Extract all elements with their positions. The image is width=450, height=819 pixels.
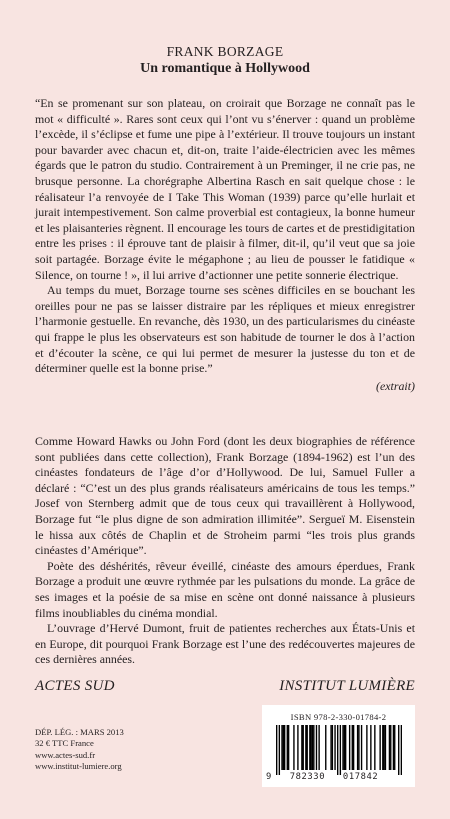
bio-paragraph-3: L’ouvrage d’Hervé Dumont, fruit de patientes recherches aux États-Unis et en Europe, dit pourquoi Frank Borzage est l’une des redécouvertes majeures de ces dernières années. — [35, 621, 415, 667]
author-name: FRANK BORZAGE — [166, 44, 284, 59]
bio-paragraph-1: Comme Howard Hawks ou John Ford (dont les deux biographies de référence sont publiées dans cette collection), Frank Borzage (1894-1962) est l’un des cinéastes fondateurs de l’âge d’or d’Hollywood. De lui, Samuel Fuller a déclaré : “C’est un des plus grands réalisateurs américains de tous les temps.” Josef von Sternberg admit que de tous ceux qui travaillèrent à Hollywood, Borzage fut “le plus digne de son admiration illimitée”. Sergueï M. Eisenstein le hissa aux côtés de Chaplin et de Stroheim parmi “les trois plus grands cinéastes d’Amérique”. — [35, 434, 415, 558]
barcode-bar — [344, 725, 345, 770]
publisher-institut-lumiere: INSTITUT LUMIÈRE — [279, 678, 415, 694]
excerpt-quote — [35, 96, 415, 394]
barcode-bar — [332, 725, 333, 770]
quote-paragraph-1: “En se promenant sur son plateau, on croirait que Borzage ne connaît pas le mot « difficulté ». Rares sont ceux qui l’ont vu s’énerver : quand un problème l’excède, il s’éclipse et fume une pipe à l’extérieur. Il trouve toujours un instant pour bavarder avec chacun et, dit-on, traite l’aide-électricien avec les mêmes égards que le patron du studio. Contrairement à un Preminger, il ne crie pas, ne brusque personne. La chorégraphe Albertina Rasch en sait quelque chose : le réalisateur l’a renvoyée de I Take This Woman (1939) parce qu’elle hurlait et jurait intempestivement. Son calme proverbial est contagieux, la bonne humeur et les plaisanteries règnent. Il encourage les tours de cartes et de prestidigitation entre les prises : il éprouve tant de plaisir à filmer, dit-il, qu’il veut que sa joie soit partagée. Borzage évite le mégaphone ; au lieu de pousser le fatidique « Silence, on tourne ! », il lui arrive d’actionner une petite sonnerie électrique. — [35, 96, 415, 282]
barcode-bar — [307, 725, 308, 770]
barcode-bar — [342, 725, 343, 770]
barcode-bar — [283, 725, 284, 770]
barcode-bar — [345, 725, 346, 770]
website-institut-lumiere: www.institut-lumiere.org — [35, 761, 122, 772]
barcode-bar — [305, 725, 306, 770]
ean-left-group: 782330 — [289, 772, 326, 782]
barcode-bar — [284, 725, 285, 770]
website-actes-sud: www.actes-sud.fr — [35, 749, 96, 760]
barcode-bar — [312, 725, 313, 770]
price: 32 € TTC France — [35, 738, 94, 749]
barcode-bar — [301, 725, 302, 770]
barcode-bar — [316, 725, 317, 770]
bio-paragraph-2: Poète des déshérités, rêveur éveillé, cinéaste des amours éperdues, Frank Borzage a produit une œuvre rythmée par les pulsations du monde. La grâce de ses images et la poésie de sa mise en scène ont donné naissance à plusieurs films inoubliables du cinéma mondial. — [35, 558, 415, 620]
barcode-bar — [379, 725, 380, 770]
barcode-bar — [401, 725, 402, 775]
barcode-bar — [393, 725, 394, 770]
barcode-bar — [361, 725, 362, 770]
barcode-bar — [390, 725, 391, 770]
barcode-bar — [398, 725, 399, 775]
barcode-bar — [288, 725, 289, 770]
isbn-label: ISBN 978-2-330-01784-2 — [290, 712, 387, 722]
barcode-bar — [389, 725, 390, 770]
legal-deposit: DÉP. LÉG. : MARS 2013 — [35, 727, 124, 737]
barcode-bar — [357, 725, 358, 770]
barcode-bar — [293, 725, 294, 770]
barcode-bar — [349, 725, 350, 770]
ean-first-digit: 9 — [266, 772, 272, 782]
barcode-bar — [325, 725, 326, 770]
ean-barcode — [276, 725, 402, 775]
publisher-actes-sud: ACTES SUD — [35, 678, 115, 694]
publisher-row — [35, 678, 415, 695]
barcode-panel — [262, 705, 415, 787]
barcode-bar — [313, 725, 314, 770]
barcode-bar — [366, 725, 367, 770]
ean-digits — [266, 772, 416, 782]
barcode-bar — [337, 725, 338, 775]
legal-info — [35, 727, 124, 773]
barcode-bar — [385, 725, 386, 770]
barcode-bar — [297, 725, 298, 770]
book-subtitle: Un romantique à Hollywood — [140, 61, 310, 76]
barcode-bar — [382, 725, 383, 770]
barcode-bar — [309, 725, 310, 770]
barcode-bar — [303, 725, 304, 770]
barcode-bar — [276, 725, 277, 775]
barcode-bar — [310, 725, 311, 770]
extrait-label: (extrait) — [376, 378, 415, 393]
barcode-bar — [287, 725, 288, 770]
barcode-bar — [383, 725, 384, 770]
book-description — [35, 434, 415, 668]
barcode-bar — [374, 725, 375, 770]
barcode-bar — [358, 725, 359, 770]
ean-right-group: 017842 — [342, 772, 379, 782]
barcode-bar — [281, 725, 282, 770]
barcode-bar — [370, 725, 371, 770]
title-block — [0, 43, 450, 78]
barcode-bar — [318, 725, 319, 770]
barcode-bar — [353, 725, 354, 770]
quote-paragraph-2: Au temps du muet, Borzage tourne ses scènes difficiles en se bouchant les oreilles pour ne pas se laisser distraire par les répliques et mieux enregistrer l’harmonie gestuelle. En revanche, dès 1930, un des particularismes du cinéaste qui frappe le plus les observateurs est son habitude de tourner le dos à l’action et d’écouter la scène, ce qui lui permet de mesurer la justesse du ton et de déterminer quelle est la bonne prise.” — [35, 283, 415, 376]
barcode-bar — [352, 725, 353, 770]
barcode-bar — [279, 725, 280, 775]
barcode-bar — [330, 725, 331, 770]
barcode-bar — [394, 725, 395, 770]
barcode-bar — [340, 725, 341, 775]
barcode-bar — [334, 725, 335, 770]
